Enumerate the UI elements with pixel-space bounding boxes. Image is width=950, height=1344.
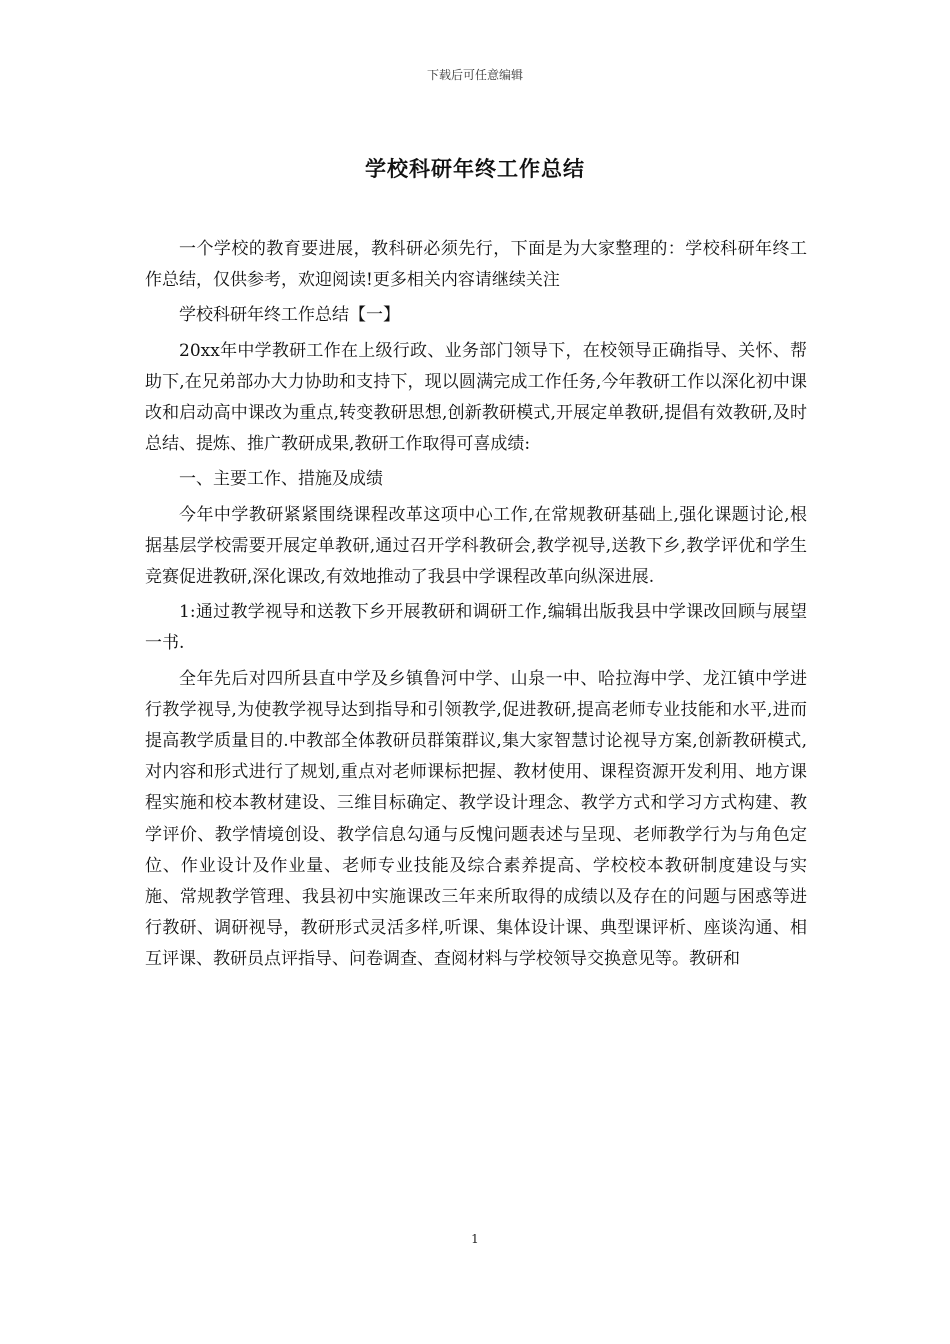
body-paragraph: 全年先后对四所县直中学及乡镇鲁河中学、山泉一中、哈拉海中学、龙江镇中学进行教学视导,为使教学视导达到指导和引领教学,促进教研,提高老师专业技能和水平,进而提高教学质量目的.中教部全体教研员群策群议,集大家智慧讨论视导方案,创新教研模式,对内容和形式进行了规划,重点对老师课标把握、教材使用、课程资源开发利用、地方课程实施和校本教材建设、三维目标确定、教学设计理念、教学方式和学习方式构建、教学评价、教学情境创设、教学信息勾通与反愧问题表述与呈现、老师教学行为与角色定位、作业设计及作业量、老师专业技能及综合素养提高、学校校本教研制度建设与实施、常规教学管理、我县初中实施课改三年来所取得的成绩以及存在的问题与困惑等进行教研、调研视导，教研形式灵活多样,听课、集体设计课、典型课评析、座谈沟通、相互评课、教研员点评指导、问卷调查、查阅材料与学校领导交换意见等。教研和 xyxy=(145,668,807,970)
intro-paragraph: 一个学校的教育要进展，教科研必须先行，下面是为大家整理的：学校科研年终工作总结，仅供参考，欢迎阅读!更多相关内容请继续关注 xyxy=(145,239,807,291)
body-paragraph: 今年中学教研紧紧围绕课程改革这项中心工作,在常规教研基础上,强化课题讨论,根据基层学校需要开展定单教研,通过召开学科教研会,教学视导,送教下乡,教学评优和学生竞赛促进教研,深化课改,有效地推动了我县中学课程改革向纵深进展. xyxy=(145,504,807,588)
page-number: 1 xyxy=(471,1232,479,1246)
header-note: 下载后可任意编辑 xyxy=(426,68,523,82)
body-paragraph: 20xx年中学教研工作在上级行政、业务部门领导下，在校领导正确指导、关怀、帮助下,在兄弟部办大力协助和支持下，现以圆满完成工作任务,今年教研工作以深化初中课改和启动高中课改为重点,转变教研思想,创新教研模式,开展定单教研,提倡有效教研,及时总结、提炼、推广教研成果,教研工作取得可喜成绩: xyxy=(145,340,807,455)
numbered-item: 1:通过教学视导和送教下乡开展教研和调研工作,编辑出版我县中学课改回顾与展望一书. xyxy=(145,602,807,654)
subsection-heading: 一、主要工作、措施及成绩 xyxy=(179,469,383,490)
document-body xyxy=(145,234,807,980)
document-title: 学校科研年终工作总结 xyxy=(365,156,585,181)
section-heading: 学校科研年终工作总结【一】 xyxy=(179,305,400,326)
